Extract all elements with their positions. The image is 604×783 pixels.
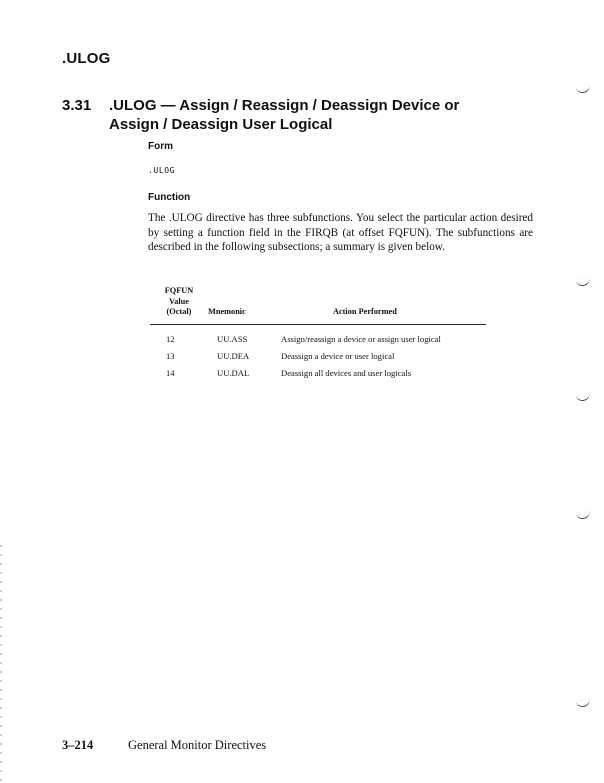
table-row-3-value: 14 bbox=[166, 368, 175, 378]
table-row-2-value: 13 bbox=[166, 351, 175, 361]
margin-mark bbox=[576, 278, 591, 287]
table-row-1-mnemonic: UU.ASS bbox=[217, 334, 248, 344]
page-footer bbox=[62, 738, 266, 753]
table-row-2-action: Deassign a device or user logical bbox=[281, 351, 395, 361]
running-head: .ULOG bbox=[62, 50, 111, 67]
page-number: 3–214 bbox=[62, 738, 94, 752]
table-header-rule bbox=[150, 324, 486, 325]
form-code: .ULOG bbox=[148, 166, 176, 175]
table-header-fqfun-line2: Value bbox=[169, 296, 189, 306]
binding-edge-marks bbox=[0, 545, 2, 783]
margin-mark bbox=[576, 393, 591, 402]
table-header-fqfun-line3: (Octal) bbox=[166, 307, 192, 316]
table-row-3-action: Deassign all devices and user logicals bbox=[281, 368, 412, 378]
margin-mark bbox=[576, 85, 591, 94]
margin-mark bbox=[576, 699, 591, 708]
section-title-line1: .ULOG — Assign / Reassign / Deassign Device or bbox=[109, 97, 460, 114]
margin-mark bbox=[576, 511, 591, 520]
table-header-action: Action Performed bbox=[333, 307, 397, 316]
table-row-1-value: 12 bbox=[166, 334, 175, 344]
form-heading: Form bbox=[148, 141, 173, 152]
table-row-3-mnemonic: UU.DAL bbox=[217, 368, 250, 378]
section-heading bbox=[62, 96, 459, 134]
table-header-fqfun-line1: FQFUN bbox=[164, 286, 194, 295]
table-row-2-mnemonic: UU.DEA bbox=[217, 351, 250, 361]
table-header-fqfun bbox=[156, 286, 202, 318]
section-title-line2: Assign / Deassign User Logical bbox=[109, 116, 333, 133]
section-number: 3.31 bbox=[62, 97, 92, 114]
table-row-1-action: Assign/reassign a device or assign user logical bbox=[281, 334, 441, 344]
footer-title: General Monitor Directives bbox=[128, 738, 267, 752]
table-header-mnemonic: Mnemonic bbox=[208, 307, 246, 316]
function-heading: Function bbox=[148, 192, 191, 203]
function-body: The .ULOG directive has three subfunctions. You select the particular action desired by setting a function field in the FIRQB (at offset FQFUN). The subfunctions are described in the following subsections; a summary is given below. bbox=[148, 212, 533, 253]
